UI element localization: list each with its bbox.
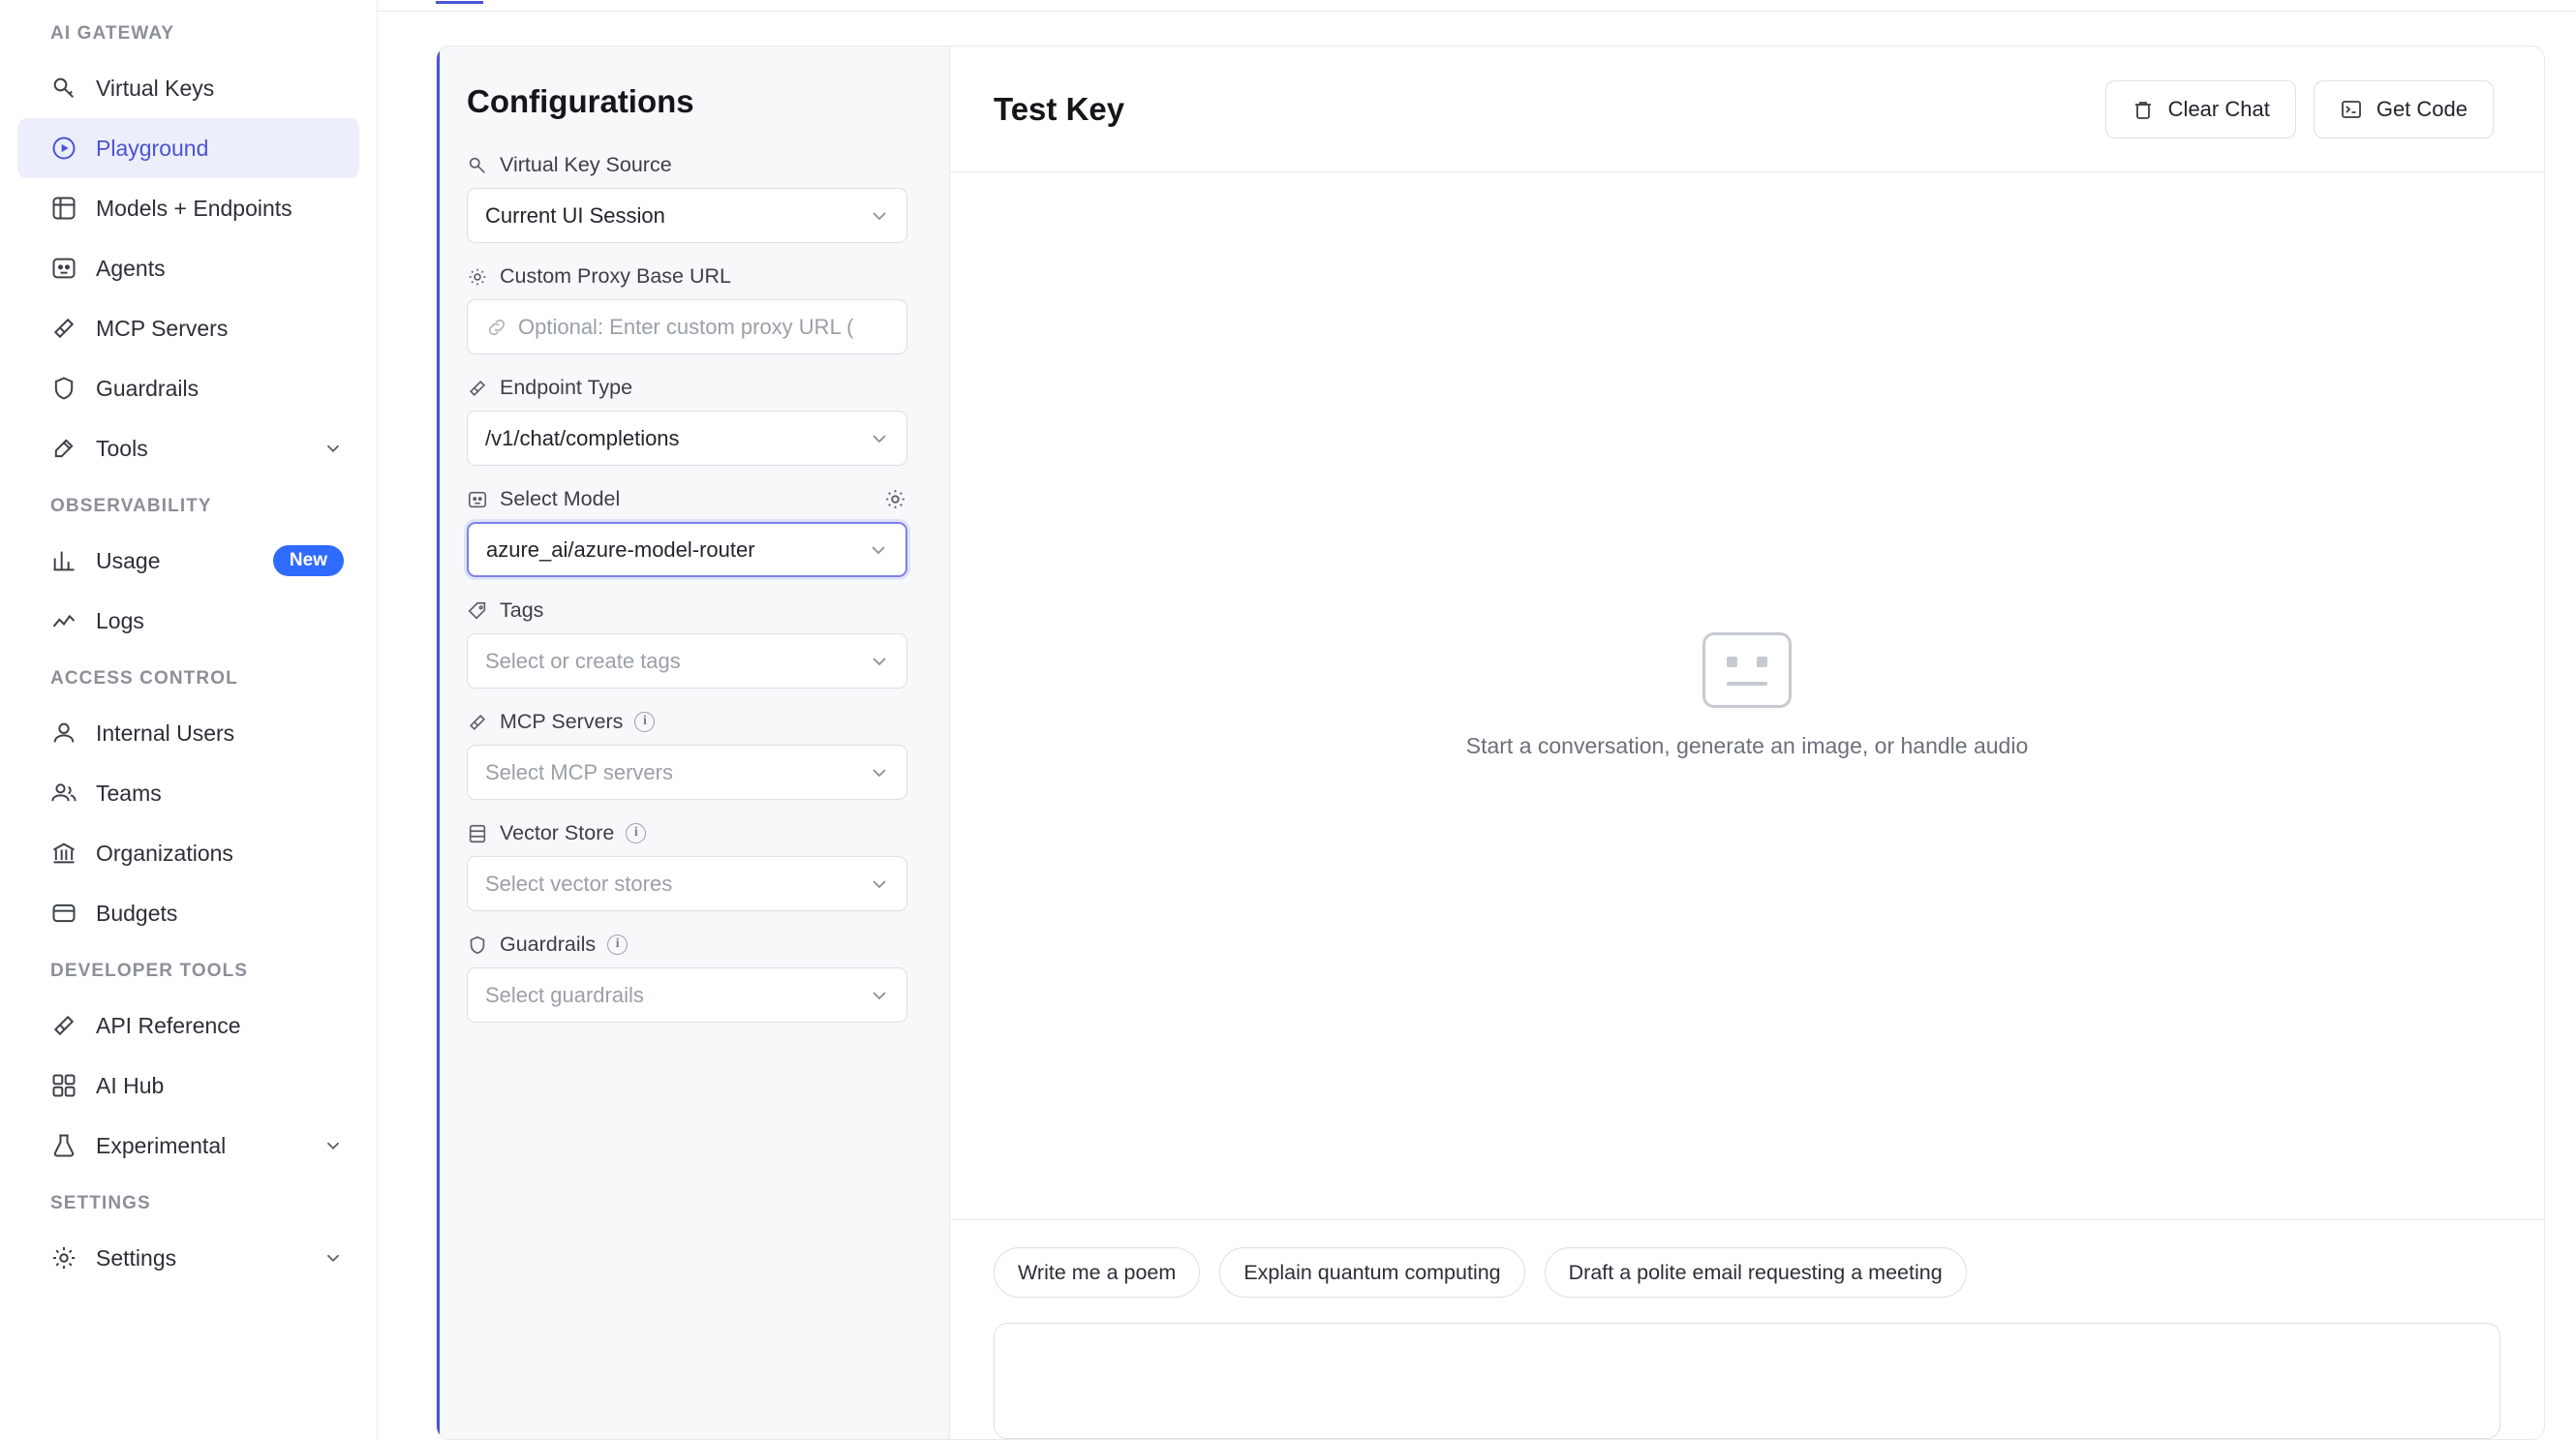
get-code-label: Get Code [2376,96,2468,121]
sidebar-item-label: Experimental [96,1132,227,1158]
guardrails-select[interactable] [467,967,907,1023]
sidebar-section-title: DEVELOPER TOOLS [50,961,249,981]
sidebar-item-label: MCP Servers [96,315,229,341]
tabs-bar [378,0,2576,12]
clear-chat-button[interactable] [2105,80,2296,138]
field-label-text: Custom Proxy Base URL [500,264,731,288]
sidebar-item-budgets[interactable] [17,883,359,943]
sidebar-item-teams[interactable] [17,763,359,823]
agent-icon [50,255,77,282]
sidebar-item-tools[interactable] [17,418,359,478]
field-label [467,710,907,734]
plug-icon [50,1012,77,1039]
sidebar-item-usage[interactable] [17,531,359,591]
plug-icon [50,315,77,342]
chevron-down-icon [867,538,890,562]
chevron-down-icon[interactable] [322,1247,344,1269]
field-vector-store [467,821,907,911]
link-icon [485,316,508,339]
sidebar-item-label: Budgets [96,900,178,926]
field-label [467,933,907,957]
plug-icon [467,712,488,733]
layers-icon [50,195,77,222]
sidebar-item-models-endpoints[interactable] [17,178,359,238]
model-icon [467,489,488,510]
clear-chat-label: Clear Chat [2167,96,2270,121]
chat-empty-state [950,172,2544,1219]
sidebar-item-label: API Reference [96,1012,241,1038]
sidebar-section-title: SETTINGS [50,1193,151,1213]
tab-chat[interactable] [436,0,483,4]
trash-icon [2131,98,2155,121]
select-placeholder: Select guardrails [485,982,644,1007]
field-virtual-key-source [467,153,907,243]
robot-face-icon [1702,632,1792,708]
select-model-select[interactable] [467,522,907,577]
select-placeholder: Select MCP servers [485,759,673,784]
page-title: Configurations [467,83,694,119]
field-label [467,264,907,289]
select-value: azure_ai/azure-model-router [486,536,755,562]
field-endpoint-type [467,376,907,466]
sidebar-item-playground[interactable] [17,118,359,178]
virtual-key-source-select[interactable] [467,188,907,243]
terminal-icon [2340,98,2363,121]
bar-chart-icon [50,547,77,574]
user-icon [50,720,77,747]
flask-icon [50,1132,77,1159]
chevron-down-icon [868,427,891,450]
info-icon[interactable]: i [634,712,655,732]
sidebar-item-label: AI Hub [96,1072,165,1098]
chat-title: Test Key [994,90,1125,127]
mcp-servers-select[interactable] [467,745,907,800]
chat-header [950,46,2544,172]
shield-icon [50,375,77,402]
play-circle-icon [50,135,77,162]
sidebar-item-label: Settings [96,1244,177,1271]
message-input[interactable] [994,1323,2500,1439]
field-label-text: Select Model [500,487,621,510]
field-mcp-servers [467,710,907,800]
tools-icon [50,435,77,462]
suggestion-chip-poem[interactable]: Write me a poem [994,1247,1200,1298]
sidebar-item-guardrails[interactable] [17,358,359,418]
sidebar-section-title: OBSERVABILITY [50,496,212,516]
suggestion-chips [994,1247,2500,1298]
tab-compare[interactable] [536,0,628,4]
sidebar-item-label: Playground [96,135,209,161]
key-icon [50,75,77,102]
sidebar-item-label: Guardrails [96,375,199,401]
chevron-down-icon [868,650,891,673]
empty-state-text: Start a conversation, generate an image, or handle audio [1465,733,2029,758]
mouth [1727,682,1767,686]
sidebar-section-title: ACCESS CONTROL [50,668,238,689]
database-icon [467,823,488,844]
sidebar-item-organizations[interactable] [17,823,359,883]
field-label-text: Endpoint Type [500,376,633,399]
tag-icon [467,600,488,622]
field-label [467,376,907,400]
field-label-text: MCP Servers [500,710,624,733]
field-custom-proxy-base-url [467,264,907,354]
shield-icon [467,934,488,956]
gear-icon [467,266,488,288]
sidebar-item-virtual-keys[interactable] [17,58,359,118]
sidebar-item-ai-hub[interactable] [17,1056,359,1116]
suggestion-chip-email[interactable]: Draft a polite email requesting a meeting [1545,1247,1967,1298]
grid-icon [50,1072,77,1099]
eye-left [1727,657,1737,667]
configurations-panel [437,46,950,1439]
sidebar-item-label: Teams [96,780,162,806]
sidebar-item-label: Models + Endpoints [96,195,292,221]
key-icon [467,155,488,176]
playground-panel [436,46,2545,1440]
field-tags [467,598,907,689]
endpoint-type-select[interactable] [467,411,907,466]
chat-panel [950,46,2544,1439]
sidebar-item-agents[interactable] [17,238,359,298]
tab-list [436,0,627,4]
field-label [467,153,907,177]
info-icon[interactable]: i [626,823,646,843]
sidebar-item-logs[interactable] [17,591,359,651]
sidebar-item-label: Logs [96,607,144,633]
chevron-down-icon[interactable] [322,1135,344,1156]
sidebar-item-label: Agents [96,255,166,281]
field-label-text: Vector Store [500,821,615,844]
sidebar-item-settings[interactable] [17,1228,359,1288]
sidebar-item-api-reference[interactable] [17,996,359,1056]
chevron-down-icon [868,984,891,1007]
tags-select[interactable] [467,633,907,689]
sidebar-item-mcp-servers[interactable] [17,298,359,358]
field-label [467,487,907,511]
select-placeholder: Select or create tags [485,648,681,673]
sidebar-section-title: AI GATEWAY [50,23,175,44]
field-label-text: Tags [500,598,544,622]
info-icon[interactable]: i [607,934,628,955]
field-label [467,821,907,845]
field-label-text: Virtual Key Source [500,153,672,176]
field-label-text: Guardrails [500,933,597,956]
sidebar-item-label: Organizations [96,840,233,866]
sidebar [0,0,378,1440]
get-code-button[interactable] [2314,80,2494,138]
chat-footer [950,1219,2544,1439]
sidebar-item-experimental[interactable] [17,1116,359,1176]
select-value: /v1/chat/completions [485,425,680,450]
sidebar-item-label: Usage [96,547,161,573]
select-placeholder: Select vector stores [485,871,673,896]
sidebar-item-internal-users[interactable] [17,703,359,763]
field-guardrails [467,933,907,1023]
bank-icon [50,840,77,867]
sidebar-item-label: Internal Users [96,720,235,746]
plug-icon [467,378,488,399]
suggestion-chip-quantum[interactable]: Explain quantum computing [1219,1247,1524,1298]
input-placeholder: Optional: Enter custom proxy URL ( [518,314,854,339]
vector-store-select[interactable] [467,856,907,911]
model-settings-gear-icon[interactable] [883,487,907,511]
chevron-down-icon[interactable] [322,438,344,459]
line-chart-icon [50,607,77,634]
field-select-model [467,487,907,577]
chevron-down-icon [868,761,891,784]
field-label [467,598,907,623]
credit-card-icon [50,900,77,927]
gear-icon [50,1244,77,1271]
select-value: Current UI Session [485,202,665,228]
sidebar-item-label: Virtual Keys [96,75,215,101]
chevron-down-icon [868,204,891,228]
eye-right [1757,657,1767,667]
status-badge: New [273,545,344,576]
main-area [378,0,2576,1440]
sidebar-item-label: Tools [96,435,148,461]
custom-proxy-base-url-input[interactable] [467,299,907,354]
users-icon [50,780,77,807]
chevron-down-icon [868,873,891,896]
